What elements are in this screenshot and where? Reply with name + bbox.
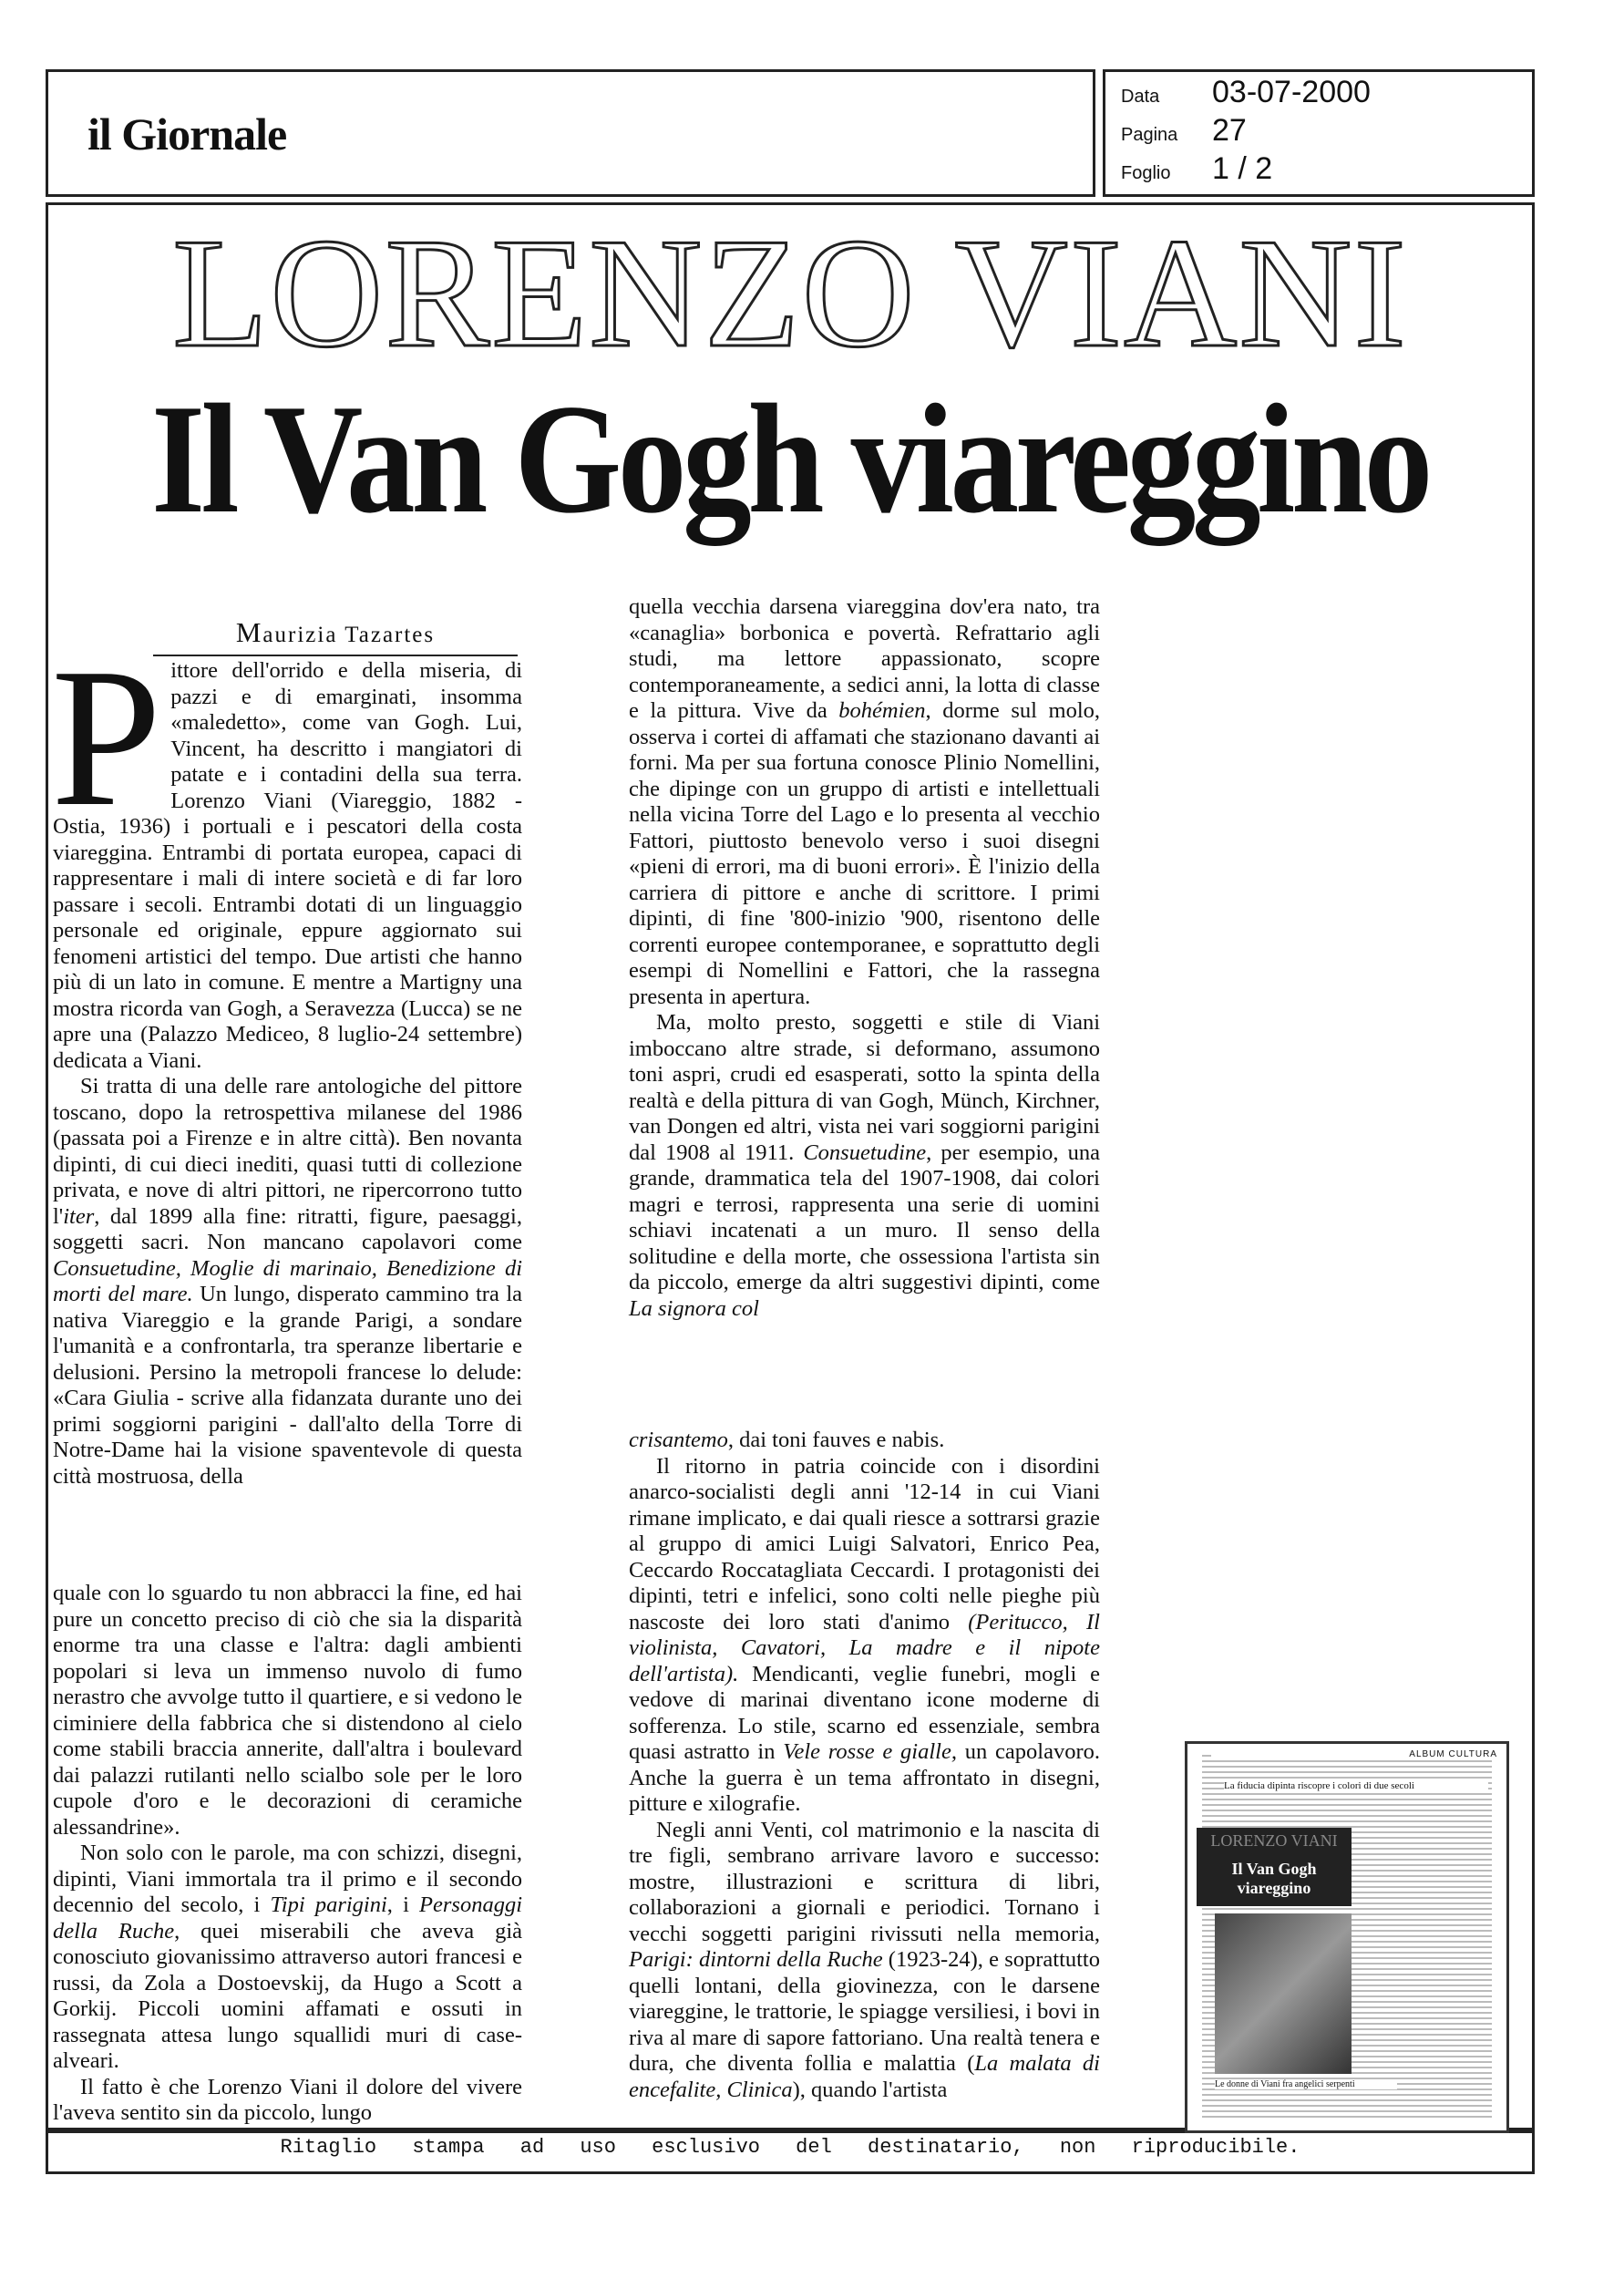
paragraph: Si tratta di una delle rare antologiche del pittore toscano, dopo la retrospettiva milanese del 1986 (passata poi a Firenze e in altre città). Ben novanta dipinti, di cui dieci inediti, quasi tutti di collezione privata, e nove di altri pittori, ne ripercorrono tutto l'iter, dal 1899 alla fine: ritratti, figure, paesaggi, soggetti sacri. Non mancano capolavori come Consuetudine, Moglie di marinaio, Benedizione di morti del mare. Un lungo, disperato cammino tra la nativa Viareggio e la grande Parigi, a sondare l'umanità e a confrontarla, tra speranze libertarie e delusioni. Persino la metropoli francese lo delude: «Cara Giulia - scrive alla fidanzata durante uno dei primi soggiorni parigini - dall'alto della Torre di Notre-Dame hai la visione spaventevole di questa città mostruosa, della: [53, 1074, 523, 1489]
article-column-2-top: [629, 594, 1100, 1322]
article-column-2-bottom: [629, 1428, 1100, 2103]
page-thumbnail: [1185, 1741, 1509, 2133]
thumbnail-subhead: La fiducia dipinta riscopre i colori di due secoli: [1224, 1780, 1488, 1791]
meta-date-value: 03-07-2000: [1212, 75, 1371, 109]
thumbnail-caption: Le donne di Viani fra angelici serpenti: [1215, 2079, 1397, 2089]
meta-sheet: [1121, 151, 1272, 187]
meta-sheet-label: Foglio: [1121, 163, 1171, 183]
paragraph: Non solo con le parole, ma con schizzi, disegni, dipinti, Viani immortala tra il primo e il secondo decennio del secolo, i Tipi parigini, i Personaggi della Ruche, quei miserabili che aveva già conosciuto giovanissimo attraverso autori francesi e russi, da Zola a Dostoevskij, da Hugo a Scott a Gorkij. Piccoli uomini affamati e ossuti in rassegnata attesa lungo squallidi muri di case-alveari.: [53, 1841, 523, 2073]
meta-sheet-value: 1 / 2: [1212, 151, 1273, 186]
paragraph: Il fatto è che Lorenzo Viani il dolore del vivere l'aveva sentito sin da piccolo, lungo: [53, 2074, 522, 2125]
thumbnail-kicker: LORENZO VIANI: [1210, 1831, 1338, 1850]
paragraph: Negli anni Venti, col matrimonio e la nascita di tre figli, sembrano arrivare lavoro e successo: mostre, illustrazioni e scrittura di libri, collaborazioni a giornali e periodici. Tornano i vecchi soggetti parigini rivissuti nella memoria, Parigi: dintorni della Ruche (1923-24), e soprattutto quelli lontani, della giovinezza, con le darsene viareggine, le trattorie, le spiagge versiliesi, i bovi in riva al mare di sapore fattoriano. Una realtà tenera e dura, che diventa follia e malattia (La malata di encefalite, Clinica), quando l'artista: [629, 1817, 1100, 2102]
paragraph: Il ritorno in patria coincide con i disordini anarco-socialisti degli anni '12-14 in cui Viani rimane implicato, e dai quali riesce a sottrarsi grazie al gruppo di amici Luigi Salvatori, Enrico Pea, Ceccardo Roccatagliata Ceccardi. I protagonisti dei dipinti, tetri e infelici, sono colti nelle pieghe più nascoste dei loro stati d'animo (Peritucco, Il violinista, Cavatori, La madre e il nipote dell'artista). Mendicanti, veglie funebri, mogli e vedove di marinai diventano icone moderne di sofferenza. Lo stile, scarno ed essenziale, sembra quasi astratto in Vele rosse e gialle, un capolavoro. Anche la guerra è un tema affrontato in disegni, pitture e xilografie.: [629, 1453, 1100, 1816]
meta-page-label: Pagina: [1121, 125, 1178, 145]
article-headline: Il Van Gogh viareggino: [151, 373, 1429, 546]
article-byline: Maurizia Tazartes: [153, 616, 518, 656]
thumbnail-headline: Il Van Gogh viareggino: [1231, 1860, 1317, 1897]
publication-name: il Giornale: [87, 108, 287, 160]
thumbnail-section-label: ALBUM CULTURA: [1211, 1749, 1497, 1759]
drop-cap: P: [51, 628, 162, 848]
paragraph: ittore dell'orrido e della miseria, di pazzi e di emarginati, insomma «maledetto», come van Gogh. Lui, Vincent, ha descritto i mangiatori di patate e i contadini della sua terra. Lorenzo Viani (Viareggio, 1882 - Ostia, 1936) i portuali e i pescatori della costa viareggina. Entrambi di portata europea, capaci di rappresentare i mali di intere società e di far loro passare i secoli. Entrambi dotati di un linguaggio personale ed originale, eppure aggiornato sui fenomeni artistici del tempo. Due artisti che hanno più di un lato in comune. E mentre a Martigny una mostra ricorda van Gogh, a Seravezza (Lucca) se ne apre una (Palazzo Mediceo, 8 luglio-24 settembre) dedicata a Viani.: [53, 658, 522, 1073]
meta-date-label: Data: [1121, 87, 1160, 107]
paragraph: quale con lo sguardo tu non abbracci la fine, ed hai pure un concetto preciso di ciò che sia la disparità enorme tra una classe e l'altra: dagli ambienti popolari si leva un immenso nuvolo di fumo nerastro che avvolge tutto il quartiere, e si vedono le ciminiere della fabbrica che si distendono al cielo come stabili braccia annerite, dall'altra i boulevard dai palazzi rutilanti nello scialbo sole per le loro cupole d'oro e le decorazioni di ceramiche alessandrine».: [53, 1581, 522, 1840]
paragraph: Ma, molto presto, soggetti e stile di Viani imboccano altre strade, si deformano, assumono toni aspri, crudi ed esasperati, sotto la spinta della realtà e della pittura di van Gogh, Münch, Kirchner, van Dongen ed altri, vista nei vari soggiorni parigini dal 1908 al 1911. Consuetudine, per esempio, una grande, drammatica tela del 1907-1908, dai colori magri e terrosi, rappresenta una serie di uomini schiavi incatenati a un muro. Il senso della solitudine e della morte, che ossessiona l'artista sin da piccolo, emerge da altri suggestivi dipinti, come La signora col: [629, 1010, 1101, 1321]
article-kicker: LORENZO VIANI: [172, 207, 1408, 380]
thumbnail-photo: [1215, 1913, 1352, 2074]
meta-date: [1121, 75, 1371, 110]
article-column-1-bottom: [53, 1581, 522, 2127]
paragraph: crisantemo, dai toni fauves e nabis.: [629, 1428, 945, 1452]
paragraph: quella vecchia darsena viareggina dov'era nato, tra «canaglia» borbonica e povertà. Refrattario agli studi, ma lettore appassionato, scopre contemporaneamente, a sedici anni, la lotta di classe e la pittura. Vive da bohémien, dorme sul molo, osserva i cortei di affamati che stazionano davanti ai forni. Ma per sua fortuna conosce Plinio Nomellini, che dipinge con un gruppo di artisti e intellettuali nella vicina Torre del Lago e lo presenta al vecchio Fattori, piuttosto benevolo verso i suoi disegni «pieni di errori, ma di buoni errori». È l'inizio della carriera di pittore e anche di scrittore. I primi dipinti, di fine '800-inizio '900, risentono delle correnti europee contemporanee, e soprattutto degli esempi di Nomellini e Fattori, che la rassegna presenta in apertura.: [629, 594, 1101, 1009]
thumbnail-banner: [1197, 1828, 1352, 1906]
reproduction-notice: Ritaglio stampa ad uso esclusivo del destinatario, non riproducibile.: [280, 2136, 1300, 2159]
meta-page: [1121, 113, 1247, 149]
meta-page-value: 27: [1212, 113, 1247, 148]
